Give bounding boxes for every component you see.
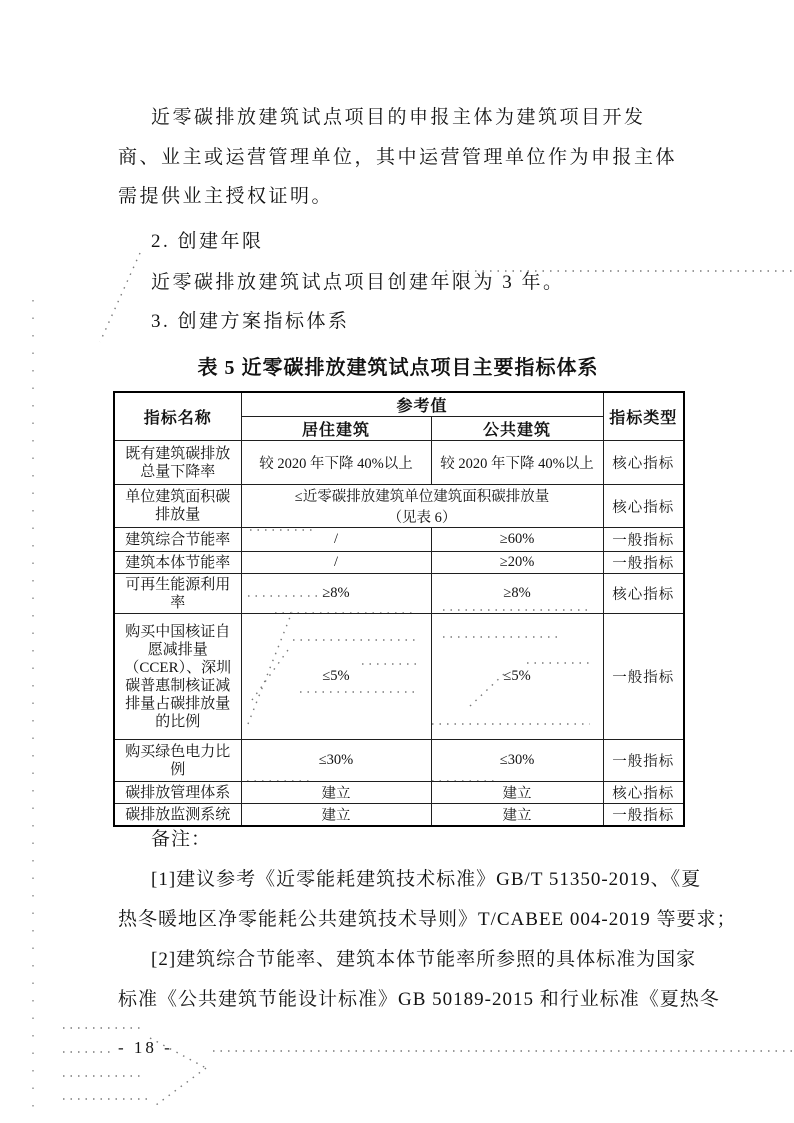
public-value-cell: ≥60% — [431, 528, 603, 552]
residential-value-cell: ≥8% — [241, 574, 431, 614]
table-row — [114, 574, 684, 614]
table-row — [114, 441, 684, 485]
paragraph-line: 商、业主或运营管理单位，其中运营管理单位作为申报主体 — [118, 146, 678, 168]
note-line: [2]建筑综合节能率、建筑本体节能率所参照的具体标准为国家 — [151, 949, 697, 970]
header-public: 公共建筑 — [431, 417, 603, 441]
public-value-cell: 较 2020 年下降 40%以上 — [431, 441, 603, 485]
public-value-cell: ≤5% — [431, 614, 603, 740]
residential-value-cell: 建立 — [241, 782, 431, 804]
indicator-type-cell: 一般指标 — [603, 614, 684, 740]
paragraph-line: 近零碳排放建筑试点项目的申报主体为建筑项目开发 — [151, 107, 646, 128]
public-value-cell: 建立 — [431, 782, 603, 804]
notes-section — [118, 820, 737, 1020]
table-row — [114, 552, 684, 574]
residential-value-cell: 建立 — [241, 804, 431, 827]
indicator-name-cell: 可再生能源利用率 — [114, 574, 241, 614]
residential-value-cell: / — [241, 552, 431, 574]
header-indicator-type: 指标类型 — [603, 392, 684, 441]
residential-value-cell: 较 2020 年下降 40%以上 — [241, 441, 431, 485]
page-number: - 18 - — [118, 1038, 173, 1057]
indicator-type-cell: 核心指标 — [603, 782, 684, 804]
section-heading-2: 2. 创建年限 — [151, 231, 264, 252]
section-heading-3: 3. 创建方案指标体系 — [151, 311, 350, 332]
paragraph-line: 需提供业主授权证明。 — [118, 186, 334, 207]
indicator-type-cell: 一般指标 — [603, 740, 684, 782]
indicator-name-cell: 购买绿色电力比例 — [114, 740, 241, 782]
table-header-row — [114, 392, 684, 417]
section-2-body: 近零碳排放建筑试点项目创建年限为 3 年。 — [151, 272, 565, 293]
indicator-type-cell: 核心指标 — [603, 485, 684, 528]
header-residential: 居住建筑 — [241, 417, 431, 441]
indicator-name-cell: 建筑综合节能率 — [114, 528, 241, 552]
table-row — [114, 485, 684, 528]
table-title: 表 5 近零碳排放建筑试点项目主要指标体系 — [197, 357, 599, 379]
header-reference-value: 参考值 — [241, 392, 603, 417]
notes-label: 备注： — [151, 829, 212, 850]
table-row — [114, 740, 684, 782]
merged-value-line: ≤近零碳排放建筑单位建筑面积碳排放量 — [294, 489, 550, 505]
indicator-name-cell: 既有建筑碳排放总量下降率 — [114, 441, 241, 485]
indicator-table — [113, 391, 685, 827]
public-value-cell: ≥20% — [431, 552, 603, 574]
residential-value-cell: ≤5% — [241, 614, 431, 740]
indicator-name-cell: 碳排放监测系统 — [114, 804, 241, 827]
indicator-type-cell: 一般指标 — [603, 528, 684, 552]
indicator-type-cell: 核心指标 — [603, 574, 684, 614]
indicator-name-cell: 购买中国核证自愿减排量（CCER）、深圳碳普惠制核证减排量占碳排放量的比例 — [114, 614, 241, 740]
indicator-name-cell: 建筑本体节能率 — [114, 552, 241, 574]
residential-value-cell: ≤30% — [241, 740, 431, 782]
note-line: 热冬暖地区净零能耗公共建筑技术导则》T/CABEE 004-2019 等要求； — [118, 909, 737, 930]
note-line: [1]建议参考《近零能耗建筑技术标准》GB/T 51350-2019、《夏 — [151, 869, 702, 890]
public-value-cell: ≥8% — [431, 574, 603, 614]
table-row — [114, 528, 684, 552]
public-value-cell: 建立 — [431, 804, 603, 827]
note-line: 标准《公共建筑节能设计标准》GB 50189-2015 和行业标准《夏热冬 — [118, 989, 720, 1010]
indicator-type-cell: 一般指标 — [603, 804, 684, 827]
intro-paragraph — [118, 98, 684, 217]
table-row — [114, 782, 684, 804]
residential-value-cell: / — [241, 528, 431, 552]
header-indicator-name: 指标名称 — [114, 392, 241, 441]
indicator-type-cell: 一般指标 — [603, 552, 684, 574]
merged-value-line: （见表 6） — [387, 510, 457, 526]
indicator-name-cell: 单位建筑面积碳排放量 — [114, 485, 241, 528]
merged-value-cell — [241, 485, 603, 528]
indicator-name-cell: 碳排放管理体系 — [114, 782, 241, 804]
public-value-cell: ≤30% — [431, 740, 603, 782]
indicator-type-cell: 核心指标 — [603, 441, 684, 485]
table-row — [114, 614, 684, 740]
